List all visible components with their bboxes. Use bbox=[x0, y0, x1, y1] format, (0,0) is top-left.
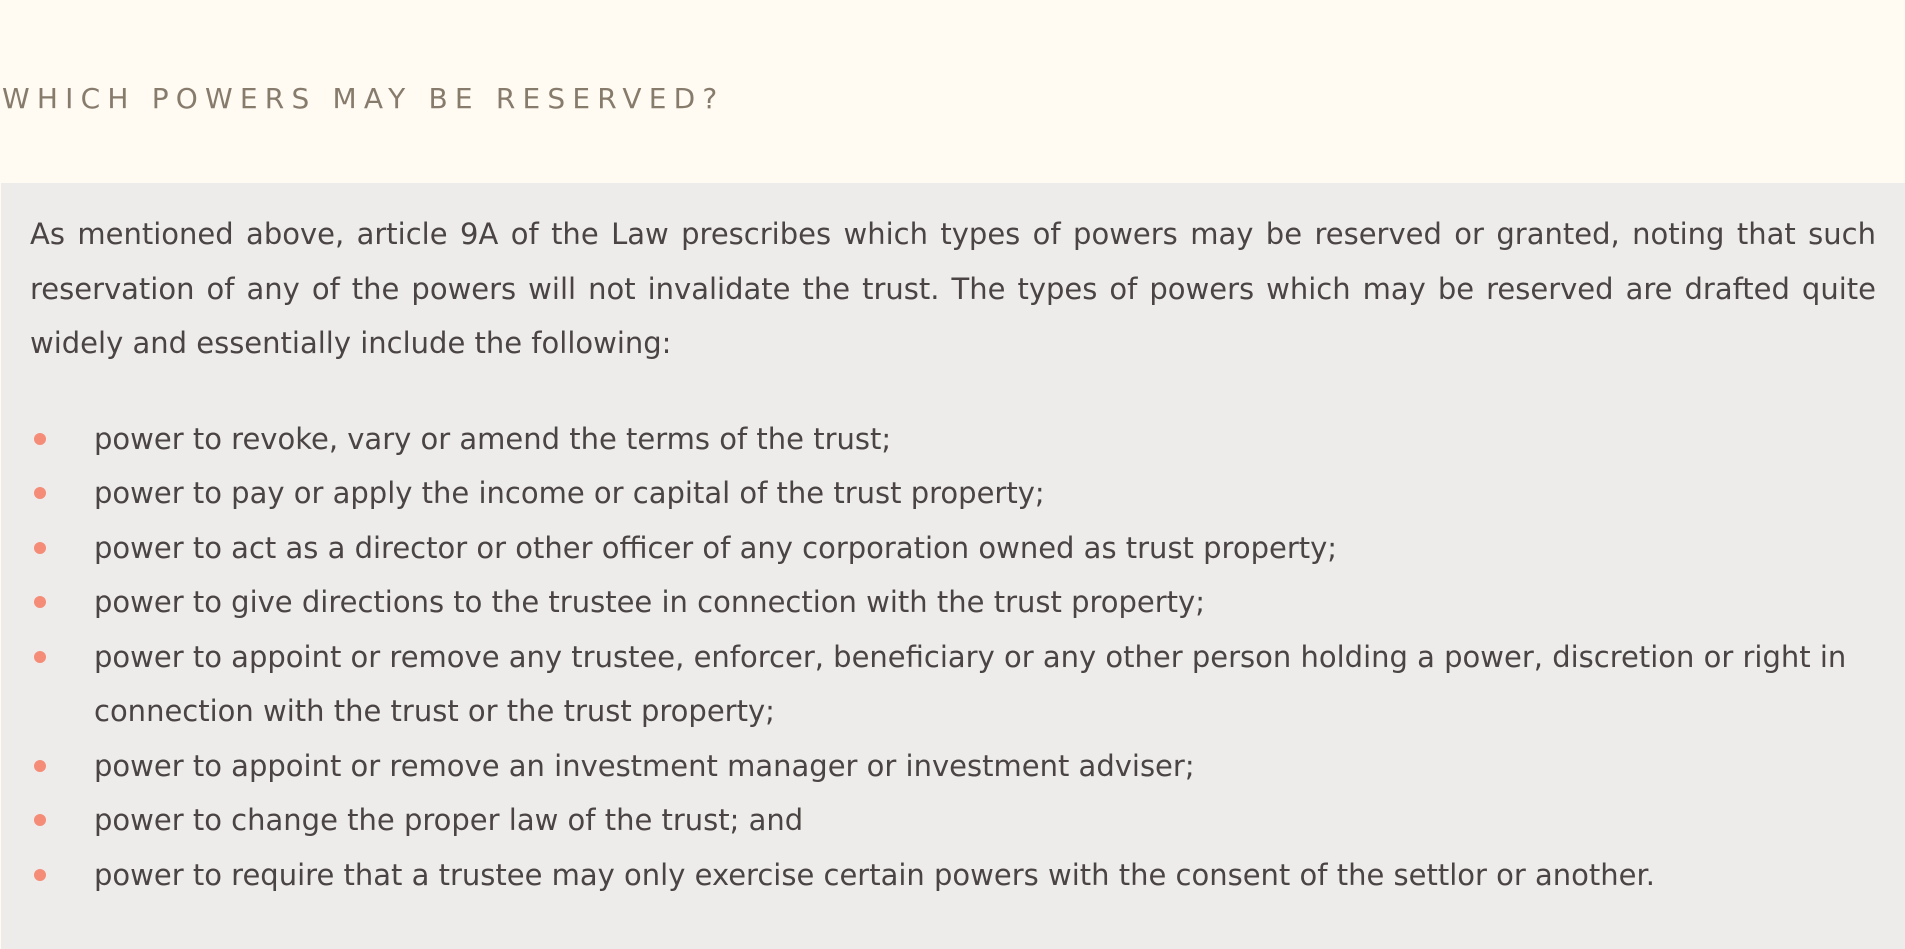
list-item-text: power to pay or apply the income or capital of the trust property; bbox=[94, 476, 1045, 510]
list-item bbox=[30, 793, 1876, 848]
list-item-text: power to act as a director or other officer of any corporation owned as trust property; bbox=[94, 530, 1338, 565]
list-item-text: power to require that a trustee may only exercise certain powers with the consent of the settlor or another. bbox=[94, 857, 1655, 892]
bullet-icon bbox=[34, 760, 46, 772]
bullet-icon bbox=[34, 542, 46, 554]
list-item bbox=[30, 412, 1876, 467]
list-item bbox=[30, 848, 1876, 903]
intro-paragraph: As mentioned above, article 9A of the Law prescribes which types of powers may be reserved or granted, noting that such reservation of any of the powers will not invalidate the trust. The types of powers which may be reserved are drafted quite widely and essentially include the following: bbox=[30, 217, 1876, 360]
list-item-text: power to change the proper law of the trust; and bbox=[94, 803, 804, 837]
list-item-text: power to appoint or remove an investment manager or investment adviser; bbox=[94, 748, 1195, 783]
list-item bbox=[30, 575, 1876, 630]
bullet-icon bbox=[34, 433, 46, 445]
list-item bbox=[30, 630, 1876, 739]
section-heading: WHICH POWERS MAY BE RESERVED? bbox=[2, 82, 725, 115]
bullet-icon bbox=[34, 869, 46, 881]
list-item bbox=[30, 521, 1876, 576]
list-item-text: power to appoint or remove any trustee, enforcer, beneficiary or any other person holding a power, discretion or right in connection with the trust or the trust property; bbox=[94, 639, 1847, 728]
list-item-text: power to revoke, vary or amend the terms of the trust; bbox=[94, 421, 892, 456]
list-item bbox=[30, 466, 1876, 521]
list-item bbox=[30, 739, 1876, 794]
bullet-icon bbox=[34, 814, 46, 826]
bullet-icon bbox=[34, 487, 46, 499]
list-item-text: power to give directions to the trustee in connection with the trust property; bbox=[94, 585, 1205, 619]
bullet-icon bbox=[34, 651, 46, 663]
content-panel bbox=[1, 183, 1905, 949]
powers-list bbox=[30, 412, 1876, 903]
bullet-icon bbox=[34, 596, 46, 608]
